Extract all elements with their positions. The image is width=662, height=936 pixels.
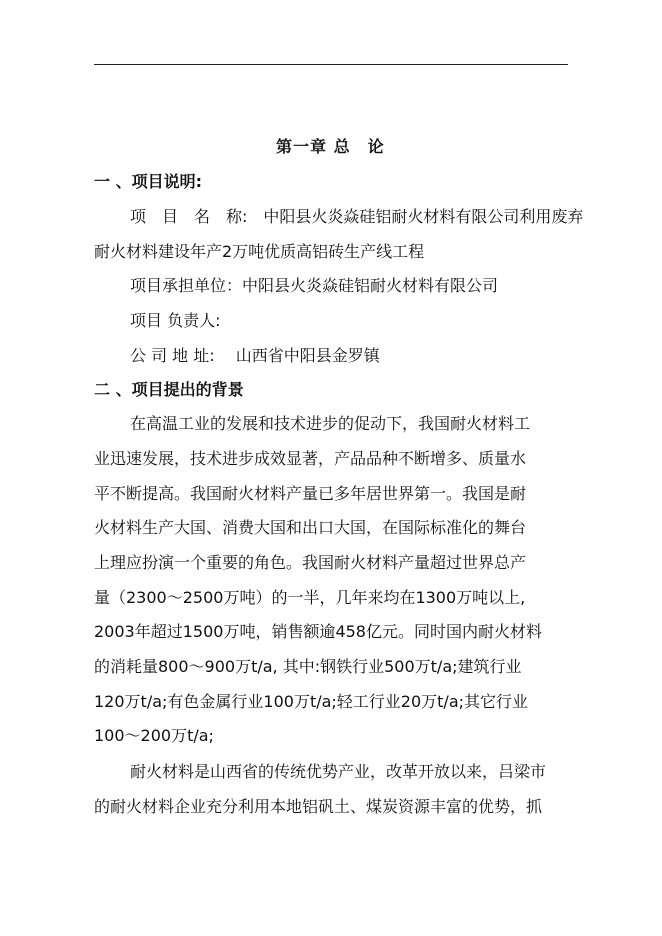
paragraph-line: 100～200万t/a; [94,726,214,745]
paragraph-line: 业迅速发展，技术进步成效显著，产品品种不断增多、质量水 [94,449,527,468]
project-name-line1: 项 目 名 称: 中阳县火炎焱硅铝耐火材料有限公司利用废弃 [130,207,584,226]
person-in-charge: 项目 负责人: [130,311,221,330]
paragraph-line: 120万t/a;有色金属行业100万t/a;轻工行业20万t/a;其它行业 [94,692,529,711]
section2-heading: 二 、项目提出的背景 [94,380,244,399]
paragraph-line: 的消耗量800～900万t/a, 其中:钢铁行业500万t/a;建筑行业 [94,657,522,676]
section1-heading: 一 、项目说明: [94,172,202,191]
paragraph-line: 在高温工业的发展和技术进步的促动下，我国耐火材料工 [130,414,531,433]
paragraph-line: 2003年超过1500万吨，销售额逾458亿元。同时国内耐火材料 [94,622,542,641]
paragraph-line: 上理应扮演一个重要的角色。我国耐火材料产量超过世界总产 [94,553,527,572]
paragraph-line: 耐火材料是山西省的传统优势产业，改革开放以来，吕梁市 [130,762,547,781]
paragraph-line: 平不断提高。我国耐火材料产量已多年居世界第一。我国是耐 [94,484,527,503]
chapter-title: 第一章 总 论 [276,137,385,156]
paragraph-line: 的耐火材料企业充分利用本地铝矾土、煤炭资源丰富的优势，抓 [94,797,543,816]
header-rule [94,64,568,65]
undertaking-unit: 项目承担单位：中阳县火炎焱硅铝耐火材料有限公司 [130,276,499,295]
paragraph-line: 量（2300～2500万吨）的一半，几年来均在1300万吨以上, [94,588,526,607]
project-name-line2: 耐火材料建设年产2万吨优质高铝砖生产线工程 [94,242,425,261]
company-address: 公 司 地 址: 山西省中阳县金罗镇 [130,346,380,365]
paragraph-line: 火材料生产大国、消费大国和出口大国，在国际标准化的舞台 [94,518,527,537]
